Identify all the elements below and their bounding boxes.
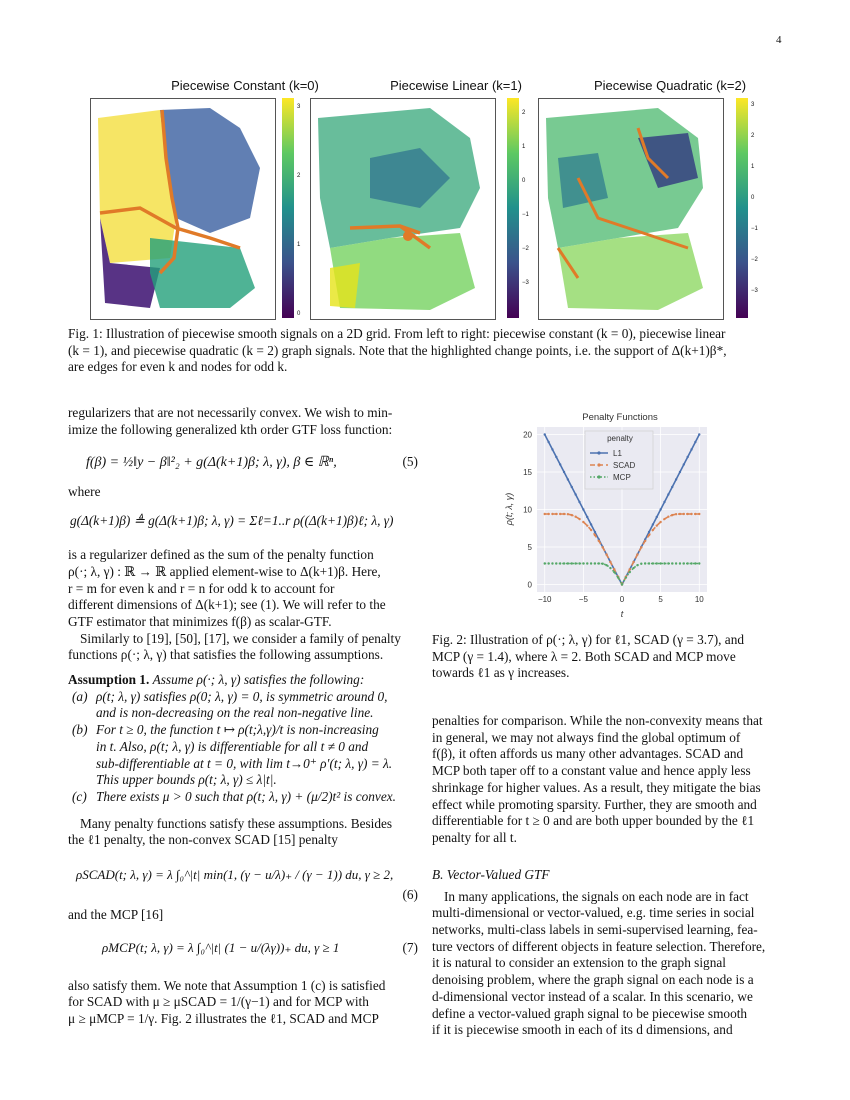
- legend: [585, 431, 653, 489]
- data-point: [582, 562, 584, 564]
- data-point: [621, 583, 623, 585]
- legend-label: MCP: [613, 473, 631, 482]
- data-point: [652, 523, 654, 525]
- assumption-heading: Assumption 1. Assume ρ(·; λ, γ) satisfies the following:: [68, 672, 365, 688]
- data-point: [629, 568, 631, 570]
- data-point: [656, 524, 658, 526]
- colorbar-tick: 0: [751, 195, 755, 201]
- data-point: [567, 562, 569, 564]
- data-point: [690, 513, 692, 515]
- chart-title: Penalty Functions: [582, 412, 658, 423]
- x-tick-label: 5: [658, 595, 663, 604]
- data-point: [574, 516, 576, 518]
- data-point: [613, 571, 615, 573]
- data-point: [559, 562, 561, 564]
- figure-2-caption: Fig. 2: Illustration of ρ(·; λ, γ) for ℓ1, SCAD (γ = 3.7), and MCP (γ = 1.4), where λ = 2. Both SCAD and MCP move towards ℓ1 as γ increases.: [432, 632, 744, 680]
- data-point: [571, 562, 573, 564]
- data-point: [578, 518, 580, 520]
- assumption-item: (b) For t ≥ 0, the function t ↦ ρ(t;λ,γ)/t is non-increasing in t. Also, ρ(t; λ, γ) is differentiable for all t ≠ 0 and sub-differentiable at t = 0, with lim t→0⁺ ρ′(t; λ, γ) = λ. This upper bounds ρ(t; λ, γ) ≤ λ|t|.: [72, 722, 393, 788]
- data-point: [671, 562, 673, 564]
- y-axis-label: ρ(t; λ, γ): [504, 492, 514, 526]
- data-point: [698, 433, 700, 435]
- data-point: [656, 516, 658, 518]
- data-point: [574, 493, 576, 495]
- data-point: [675, 562, 677, 564]
- paragraph: In many applications, the signals on each node are in fact multi-dimensional or vector-valued, e.g. time series in social networks, multi-class labels in semi-supervised learning, fea- ture vectors of different objects in feature selection. Therefore, it is natural to consider an extension to the graph signal denoising problem, where the graph signal on each node is a d-dimensional vector instead of a scalar. In this scenario, we define a vector-valued graph signal to be piecewise smooth if it is piecewise smooth in each of its d dimensions, and: [432, 888, 766, 1038]
- colorbar-tick: −2: [522, 246, 529, 252]
- data-point: [563, 562, 565, 564]
- data-point: [675, 513, 677, 515]
- data-point: [671, 514, 673, 516]
- colorbar-tick: 1: [522, 144, 526, 150]
- graph-panel-constant: [90, 98, 276, 320]
- equation-5: f(β) = ½‖y − β‖²₂ + g(Δ(k+1)β; λ, γ), β ∈ ℝⁿ, (5): [86, 454, 418, 471]
- figure-1-caption: Fig. 1: Illustration of piecewise smooth signals on a 2D grid. From left to right: piecewise constant (k = 0), piecewise linear (k = 1), and piecewise quadratic (k = 2) graph signals. Note that the highlighted change points, i.e. the support of Δ(k+1)β*, are edges for even k and nodes for odd k.: [68, 326, 727, 374]
- data-point: [586, 516, 588, 518]
- data-point: [667, 516, 669, 518]
- data-point: [679, 471, 681, 473]
- data-point: [567, 513, 569, 515]
- colorbar-tick: 2: [751, 133, 755, 139]
- data-point: [625, 576, 627, 578]
- legend-marker: [597, 475, 600, 478]
- assumption-item: (a) ρ(t; λ, γ) satisfies ρ(0; λ, γ) = 0, is symmetric around 0, and is non-decreasing on the real non-negative line.: [72, 688, 388, 721]
- paragraph: Many penalty functions satisfy these assumptions. Besides the ℓ1 penalty, the non-convex SCAD [15] penalty: [68, 815, 393, 848]
- colorbar-tick: −1: [522, 212, 529, 218]
- data-point: [586, 524, 588, 526]
- data-point: [679, 513, 681, 515]
- data-point: [659, 521, 661, 523]
- and-mcp-text: and the MCP [16]: [68, 907, 164, 923]
- data-point: [598, 562, 600, 564]
- data-point: [679, 562, 681, 564]
- data-point: [629, 571, 631, 573]
- legend-title: penalty: [607, 434, 633, 443]
- colorbar-tick: 1: [297, 242, 301, 248]
- data-point: [605, 553, 607, 555]
- y-tick-label: 15: [523, 468, 532, 477]
- colorbar-quadratic: [736, 98, 748, 318]
- data-point: [632, 561, 634, 563]
- data-point: [555, 513, 557, 515]
- data-point: [667, 562, 669, 564]
- paragraph: is a regularizer defined as the sum of the penalty function ρ(·; λ, γ) : ℝ → ℝ applied element-wise to Δ(k+1)β. Here, r = m for even k and r = n for odd k to account for different dimensions of Δ(k+1); see (1). We will refer to the GTF estimator that minimizes f(β) as scalar-GTF.: [68, 547, 386, 629]
- where-text: where: [68, 484, 101, 500]
- data-point: [636, 553, 638, 555]
- data-point: [648, 534, 650, 536]
- data-point: [694, 441, 696, 443]
- data-point: [551, 562, 553, 564]
- colorbar-tick: −3: [522, 280, 529, 286]
- equation-g: g(Δ(k+1)β) ≜ g(Δ(k+1)β; λ, γ) = Σℓ=1..r ρ((Δ(k+1)β)ℓ; λ, γ): [70, 513, 394, 529]
- data-point: [590, 523, 592, 525]
- equation-7: ρMCP(t; λ, γ) = λ ∫₀^|t| (1 − u/(λγ))₊ du, γ ≥ 1 (7): [102, 939, 418, 955]
- figure-1: [60, 70, 800, 320]
- data-point: [544, 433, 546, 435]
- assumption-item: (c) There exists μ > 0 such that ρ(t; λ, γ) + (μ/2)t² is convex.: [72, 788, 396, 804]
- x-tick-label: −10: [537, 595, 552, 604]
- legend-marker: [597, 451, 600, 454]
- penalty-functions-chart: [500, 405, 720, 620]
- data-point: [578, 562, 580, 564]
- legend-label: SCAD: [613, 461, 636, 470]
- data-point: [601, 563, 603, 565]
- paragraph: penalties for comparison. While the non-convexity means that in general, we may not always find the global optimum of f(β), it often affords us many other advantages. SCAD and MCP both taper off to a constant value and hence apply less shrinkage for higher values. As a result, they mitigate the bias effect while promoting sparsity. Further, they are smooth and differentiable for t ≥ 0 and are both upper bounded by the ℓ1 penalty for all t.: [432, 713, 763, 845]
- colorbar-tick: 1: [751, 164, 755, 170]
- data-point: [594, 531, 596, 533]
- data-point: [683, 463, 685, 465]
- colorbar-tick: 0: [522, 178, 526, 184]
- data-point: [648, 562, 650, 564]
- y-tick-label: 20: [523, 430, 532, 440]
- data-point: [690, 448, 692, 450]
- y-tick-label: 5: [527, 543, 532, 552]
- data-point: [636, 564, 638, 566]
- data-point: [617, 576, 619, 578]
- x-tick-label: −5: [578, 595, 588, 604]
- section-heading: B. Vector-Valued GTF: [432, 866, 550, 882]
- data-point: [648, 531, 650, 533]
- data-point: [605, 564, 607, 566]
- legend-marker: [597, 463, 600, 466]
- data-point: [609, 561, 611, 563]
- colorbar-tick: 3: [751, 102, 755, 108]
- data-point: [667, 493, 669, 495]
- paragraph: Similarly to [19], [50], [17], we consider a family of penalty functions ρ(·; λ, γ) that satisfies the following assumptions.: [68, 630, 401, 663]
- data-point: [559, 463, 561, 465]
- colorbar-tick: −1: [751, 226, 758, 232]
- x-tick-label: 0: [619, 595, 625, 604]
- data-point: [663, 562, 665, 564]
- data-point: [555, 562, 557, 564]
- data-point: [659, 562, 661, 564]
- data-point: [547, 441, 549, 443]
- data-point: [567, 478, 569, 480]
- data-point: [582, 521, 584, 523]
- y-tick-label: 0: [527, 580, 532, 590]
- data-point: [551, 513, 553, 515]
- left-column: [68, 405, 418, 1028]
- data-point: [640, 546, 642, 548]
- data-point: [652, 562, 654, 564]
- y-tick-label: 10: [523, 505, 532, 515]
- data-point: [686, 456, 688, 458]
- data-point: [663, 501, 665, 503]
- data-point: [683, 513, 685, 515]
- colorbar-tick: 0: [297, 311, 301, 317]
- graph-panel-quadratic: [538, 98, 724, 320]
- data-point: [659, 508, 661, 510]
- data-point: [686, 513, 688, 515]
- data-point: [590, 529, 592, 531]
- colorbar-constant: [282, 98, 294, 318]
- data-point: [698, 562, 700, 564]
- panel-title-linear: Piecewise Linear (k=1): [390, 78, 522, 93]
- data-point: [652, 529, 654, 531]
- data-point: [663, 518, 665, 520]
- colorbar-tick: 2: [522, 110, 526, 116]
- data-point: [694, 562, 696, 564]
- data-point: [644, 562, 646, 564]
- data-point: [578, 501, 580, 503]
- data-point: [571, 514, 573, 516]
- data-point: [547, 562, 549, 564]
- data-point: [694, 513, 696, 515]
- x-tick-label: 10: [694, 595, 704, 604]
- paragraph: also satisfy them. We note that Assumption 1 (c) is satisfied for SCAD with μ ≥ μSCAD = 1/(γ−1) and for MCP with μ ≥ μMCP = 1/γ. Fig. 2 illustrates the ℓ1, SCAD and MCP: [68, 977, 386, 1027]
- data-point: [656, 562, 658, 564]
- data-point: [563, 513, 565, 515]
- page-number: 4: [776, 34, 782, 46]
- x-axis-label: t: [620, 609, 624, 619]
- data-point: [544, 513, 546, 515]
- colorbar-tick: 3: [297, 104, 301, 110]
- data-point: [594, 534, 596, 536]
- colorbar-tick: 2: [297, 173, 301, 179]
- data-point: [686, 562, 688, 564]
- panel-title-constant: Piecewise Constant (k=0): [171, 78, 319, 93]
- colorbar-tick: −2: [751, 257, 758, 263]
- colorbar-linear: [507, 98, 519, 318]
- data-point: [544, 562, 546, 564]
- equation-6: ρSCAD(t; λ, γ) = λ ∫₀^|t| min(1, (γ − u/λ)₊ / (γ − 1)) du, γ ≥ 2, (6): [76, 867, 418, 903]
- data-point: [559, 513, 561, 515]
- data-point: [547, 513, 549, 515]
- data-point: [609, 567, 611, 569]
- data-point: [698, 513, 700, 515]
- paragraph: regularizers that are not necessarily convex. We wish to min- imize the following generalized kth order GTF loss function:: [68, 405, 393, 437]
- panel-title-quadratic: Piecewise Quadratic (k=2): [593, 78, 747, 93]
- data-point: [574, 562, 576, 564]
- data-point: [590, 562, 592, 564]
- colorbar-tick: −3: [751, 288, 758, 294]
- data-point: [675, 478, 677, 480]
- data-point: [632, 567, 634, 569]
- data-point: [563, 471, 565, 473]
- graph-panel-linear: [310, 98, 496, 320]
- data-point: [594, 562, 596, 564]
- data-point: [571, 486, 573, 488]
- legend-label: L1: [613, 449, 622, 458]
- data-point: [586, 562, 588, 564]
- data-point: [582, 508, 584, 510]
- right-column: [432, 713, 784, 1039]
- assumption-items: [72, 689, 418, 806]
- data-point: [683, 562, 685, 564]
- data-point: [644, 540, 646, 542]
- data-point: [601, 546, 603, 548]
- data-point: [551, 448, 553, 450]
- data-point: [640, 563, 642, 565]
- data-point: [690, 562, 692, 564]
- data-point: [598, 540, 600, 542]
- data-point: [671, 486, 673, 488]
- data-point: [555, 456, 557, 458]
